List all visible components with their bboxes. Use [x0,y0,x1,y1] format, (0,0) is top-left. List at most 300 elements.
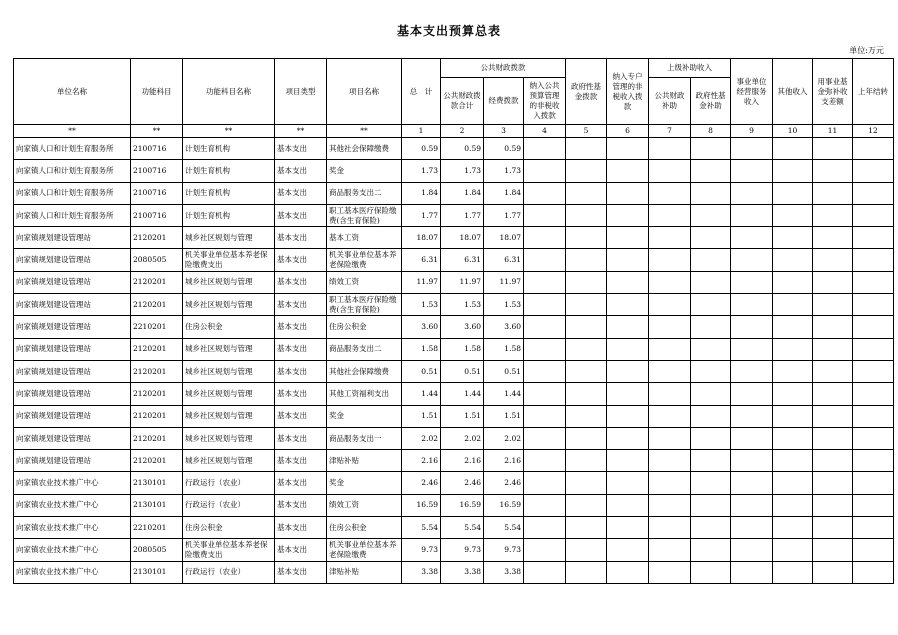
public-fiscal-total-cell: 1.77 [441,204,484,226]
item-type-cell: 基本支出 [275,450,327,472]
empty-cell [853,138,894,160]
index-cell: 4 [524,125,566,138]
empty-cell [731,204,773,226]
header-func-code: 功能科目 [131,59,183,125]
unit-name-cell: 向家镇规划建设管理站 [14,383,131,405]
empty-cell [731,383,773,405]
table-body [14,138,894,584]
empty-cell [649,138,691,160]
item-type-cell: 基本支出 [275,427,327,449]
empty-cell [566,450,607,472]
empty-cell [731,249,773,271]
empty-cell [853,450,894,472]
unit-name-cell: 向家镇农业技术推广中心 [14,517,131,539]
unit-name-cell: 向家镇农业技术推广中心 [14,472,131,494]
empty-cell [607,294,649,316]
index-cell: 2 [441,125,484,138]
empty-cell [524,204,566,226]
total-cell: 2.16 [402,450,441,472]
empty-cell [649,360,691,382]
func-code-cell: 2120201 [131,227,183,249]
table-row [14,204,894,226]
empty-cell [853,383,894,405]
empty-cell [649,271,691,293]
empty-cell [773,472,813,494]
item-type-cell: 基本支出 [275,138,327,160]
empty-cell [524,427,566,449]
table-row [14,494,894,516]
item-name-cell: 职工基本医疗保险缴费(含生育保险) [327,204,402,226]
empty-cell [649,182,691,204]
total-cell: 1.44 [402,383,441,405]
total-cell: 1.51 [402,405,441,427]
func-name-cell: 城乡社区规划与管理 [183,227,275,249]
empty-cell [773,294,813,316]
empty-cell [773,539,813,561]
empty-cell [813,427,853,449]
item-type-cell: 基本支出 [275,472,327,494]
empty-cell [566,138,607,160]
total-cell: 2.02 [402,427,441,449]
table-row [14,450,894,472]
empty-cell [566,472,607,494]
index-row [14,125,894,138]
empty-cell [566,271,607,293]
item-type-cell: 基本支出 [275,204,327,226]
empty-cell [813,227,853,249]
public-fiscal-total-cell: 18.07 [441,227,484,249]
empty-cell [813,405,853,427]
empty-cell [649,316,691,338]
func-name-cell: 城乡社区规划与管理 [183,405,275,427]
empty-cell [691,160,731,182]
empty-cell [813,494,853,516]
header-item-name: 项目名称 [327,59,402,125]
empty-cell [691,182,731,204]
func-name-cell: 计划生育机构 [183,160,275,182]
empty-cell [731,427,773,449]
empty-cell [566,338,607,360]
empty-cell [524,517,566,539]
table-row [14,182,894,204]
header-special-non-tax: 纳入专户管理的非税收入拨款 [607,59,649,125]
item-type-cell: 基本支出 [275,539,327,561]
budget-table [13,58,894,584]
empty-cell [813,249,853,271]
funding-cell: 1.51 [484,405,524,427]
empty-cell [731,294,773,316]
func-name-cell: 机关事业单位基本养老保险缴费支出 [183,539,275,561]
table-row [14,294,894,316]
item-type-cell: 基本支出 [275,316,327,338]
index-cell: ** [131,125,183,138]
funding-cell: 1.44 [484,383,524,405]
func-code-cell: 2080505 [131,539,183,561]
empty-cell [691,517,731,539]
empty-cell [853,427,894,449]
empty-cell [566,494,607,516]
index-cell: 3 [484,125,524,138]
header-funding: 经费拨款 [484,78,524,125]
empty-cell [524,227,566,249]
empty-cell [773,249,813,271]
unit-name-cell: 向家镇规划建设管理站 [14,450,131,472]
empty-cell [731,539,773,561]
empty-cell [853,405,894,427]
empty-cell [853,494,894,516]
empty-cell [691,450,731,472]
empty-cell [524,160,566,182]
public-fiscal-total-cell: 11.97 [441,271,484,293]
funding-cell: 1.53 [484,294,524,316]
empty-cell [731,160,773,182]
total-cell: 1.73 [402,160,441,182]
empty-cell [853,539,894,561]
table-row [14,360,894,382]
index-cell: 11 [813,125,853,138]
item-type-cell: 基本支出 [275,160,327,182]
empty-cell [524,138,566,160]
empty-cell [524,561,566,583]
func-name-cell: 城乡社区规划与管理 [183,271,275,293]
func-code-cell: 2120201 [131,405,183,427]
unit-name-cell: 向家镇规划建设管理站 [14,249,131,271]
funding-cell: 3.38 [484,561,524,583]
func-code-cell: 2120201 [131,271,183,293]
unit-name-cell: 向家镇农业技术推广中心 [14,494,131,516]
index-cell: 10 [773,125,813,138]
public-fiscal-total-cell: 1.44 [441,383,484,405]
empty-cell [524,271,566,293]
empty-cell [566,204,607,226]
funding-cell: 5.54 [484,517,524,539]
total-cell: 0.59 [402,138,441,160]
empty-cell [853,517,894,539]
empty-cell [607,160,649,182]
index-cell: 5 [566,125,607,138]
empty-cell [524,316,566,338]
item-name-cell: 住房公积金 [327,517,402,539]
item-type-cell: 基本支出 [275,561,327,583]
func-name-cell: 行政运行（农业） [183,561,275,583]
funding-cell: 1.73 [484,160,524,182]
funding-cell: 1.84 [484,182,524,204]
func-code-cell: 2120201 [131,450,183,472]
empty-cell [773,160,813,182]
empty-cell [649,204,691,226]
unit-name-cell: 向家镇农业技术推广中心 [14,539,131,561]
item-type-cell: 基本支出 [275,271,327,293]
public-fiscal-total-cell: 2.46 [441,472,484,494]
item-type-cell: 基本支出 [275,294,327,316]
funding-cell: 0.51 [484,360,524,382]
funding-cell: 2.02 [484,427,524,449]
empty-cell [566,427,607,449]
item-type-cell: 基本支出 [275,182,327,204]
total-cell: 1.58 [402,338,441,360]
func-code-cell: 2100716 [131,160,183,182]
empty-cell [649,450,691,472]
func-code-cell: 2120201 [131,383,183,405]
empty-cell [566,160,607,182]
total-cell: 0.51 [402,360,441,382]
item-name-cell: 机关事业单位基本养老保险缴费 [327,249,402,271]
unit-name-cell: 向家镇规划建设管理站 [14,294,131,316]
header-unit-name: 单位名称 [14,59,131,125]
empty-cell [566,383,607,405]
public-fiscal-total-cell: 1.51 [441,405,484,427]
empty-cell [773,561,813,583]
empty-cell [566,539,607,561]
func-code-cell: 2100716 [131,138,183,160]
item-name-cell: 绩效工资 [327,494,402,516]
funding-cell: 18.07 [484,227,524,249]
func-code-cell: 2120201 [131,294,183,316]
item-type-cell: 基本支出 [275,227,327,249]
empty-cell [691,227,731,249]
empty-cell [773,494,813,516]
empty-cell [813,338,853,360]
index-cell: 8 [691,125,731,138]
func-code-cell: 2210201 [131,517,183,539]
item-type-cell: 基本支出 [275,338,327,360]
table-row [14,227,894,249]
empty-cell [773,427,813,449]
public-fiscal-total-cell: 3.38 [441,561,484,583]
empty-cell [853,160,894,182]
index-cell: 7 [649,125,691,138]
item-type-cell: 基本支出 [275,517,327,539]
item-name-cell: 奖金 [327,160,402,182]
item-name-cell: 住房公积金 [327,316,402,338]
func-code-cell: 2120201 [131,427,183,449]
header-public-fiscal: 公共财政拨款 [441,59,566,78]
item-name-cell: 绩效工资 [327,271,402,293]
empty-cell [607,427,649,449]
func-name-cell: 城乡社区规划与管理 [183,360,275,382]
func-code-cell: 2120201 [131,360,183,382]
public-fiscal-total-cell: 2.16 [441,450,484,472]
header-gov-fund: 政府性基金拨款 [566,59,607,125]
unit-name-cell: 向家镇规划建设管理站 [14,227,131,249]
empty-cell [524,494,566,516]
empty-cell [649,517,691,539]
unit-name-cell: 向家镇规划建设管理站 [14,360,131,382]
empty-cell [731,561,773,583]
empty-cell [566,227,607,249]
item-type-cell: 基本支出 [275,494,327,516]
empty-cell [813,561,853,583]
func-code-cell: 2100716 [131,204,183,226]
table-row [14,249,894,271]
func-name-cell: 城乡社区规划与管理 [183,450,275,472]
empty-cell [649,472,691,494]
empty-cell [813,360,853,382]
empty-cell [813,539,853,561]
item-name-cell: 其他社会保障缴费 [327,138,402,160]
item-type-cell: 基本支出 [275,360,327,382]
empty-cell [853,182,894,204]
empty-cell [524,182,566,204]
item-name-cell: 其他工资福利支出 [327,383,402,405]
empty-cell [607,405,649,427]
func-name-cell: 计划生育机构 [183,182,275,204]
empty-cell [731,271,773,293]
unit-name-cell: 向家镇规划建设管理站 [14,427,131,449]
empty-cell [607,338,649,360]
empty-cell [607,249,649,271]
empty-cell [813,383,853,405]
table-row [14,561,894,583]
index-cell: 1 [402,125,441,138]
empty-cell [773,338,813,360]
item-name-cell: 其他社会保障缴费 [327,360,402,382]
empty-cell [607,383,649,405]
unit-name-cell: 向家镇人口和计划生育服务所 [14,204,131,226]
total-cell: 11.97 [402,271,441,293]
item-name-cell: 津贴补贴 [327,450,402,472]
public-fiscal-total-cell: 1.58 [441,338,484,360]
empty-cell [691,539,731,561]
func-name-cell: 住房公积金 [183,517,275,539]
index-cell: 6 [607,125,649,138]
empty-cell [731,338,773,360]
unit-label: 单位:万元 [849,46,884,55]
funding-cell: 9.73 [484,539,524,561]
unit-name-cell: 向家镇规划建设管理站 [14,316,131,338]
empty-cell [691,405,731,427]
public-fiscal-total-cell: 5.54 [441,517,484,539]
empty-cell [649,405,691,427]
empty-cell [773,517,813,539]
empty-cell [607,450,649,472]
func-name-cell: 城乡社区规划与管理 [183,427,275,449]
empty-cell [566,182,607,204]
empty-cell [773,405,813,427]
header-superior-gov-fund: 政府性基金补助 [691,78,731,125]
total-cell: 18.07 [402,227,441,249]
item-type-cell: 基本支出 [275,249,327,271]
unit-name-cell: 向家镇规划建设管理站 [14,338,131,360]
empty-cell [607,539,649,561]
empty-cell [691,494,731,516]
empty-cell [813,271,853,293]
empty-cell [773,227,813,249]
table-row [14,138,894,160]
funding-cell: 2.46 [484,472,524,494]
empty-cell [853,316,894,338]
empty-cell [773,138,813,160]
empty-cell [731,227,773,249]
header-total: 总 计 [402,59,441,125]
table-row [14,517,894,539]
empty-cell [649,383,691,405]
empty-cell [566,294,607,316]
index-cell: ** [327,125,402,138]
empty-cell [731,450,773,472]
func-code-cell: 2130101 [131,561,183,583]
funding-cell: 3.60 [484,316,524,338]
empty-cell [731,138,773,160]
empty-cell [813,182,853,204]
header-other-income: 其他收入 [773,59,813,125]
item-name-cell: 机关事业单位基本养老保险缴费 [327,539,402,561]
public-fiscal-total-cell: 0.51 [441,360,484,382]
empty-cell [853,249,894,271]
item-type-cell: 基本支出 [275,405,327,427]
index-cell: ** [183,125,275,138]
func-code-cell: 2210201 [131,316,183,338]
header-item-type: 项目类型 [275,59,327,125]
total-cell: 3.38 [402,561,441,583]
empty-cell [691,138,731,160]
empty-cell [731,472,773,494]
empty-cell [731,517,773,539]
table-row [14,405,894,427]
empty-cell [524,450,566,472]
header-non-tax-into-budget: 纳入公共预算管理的非税收入拨款 [524,78,566,125]
empty-cell [607,204,649,226]
table-row [14,160,894,182]
funding-cell: 1.58 [484,338,524,360]
empty-cell [773,450,813,472]
public-fiscal-total-cell: 1.73 [441,160,484,182]
header-business-fund: 用事业基金弥补收支差额 [813,59,853,125]
empty-cell [524,360,566,382]
empty-cell [853,472,894,494]
func-name-cell: 城乡社区规划与管理 [183,338,275,360]
table-row [14,427,894,449]
item-name-cell: 职工基本医疗保险缴费(含生育保险) [327,294,402,316]
empty-cell [691,383,731,405]
empty-cell [607,227,649,249]
empty-cell [524,472,566,494]
public-fiscal-total-cell: 9.73 [441,539,484,561]
total-cell: 5.54 [402,517,441,539]
public-fiscal-total-cell: 16.59 [441,494,484,516]
func-code-cell: 2080505 [131,249,183,271]
empty-cell [813,450,853,472]
public-fiscal-total-cell: 3.60 [441,316,484,338]
total-cell: 1.53 [402,294,441,316]
empty-cell [566,517,607,539]
header-last-year-balance: 上年结转 [853,59,894,125]
item-name-cell: 商品服务支出二 [327,338,402,360]
empty-cell [649,427,691,449]
func-name-cell: 住房公积金 [183,316,275,338]
empty-cell [731,360,773,382]
empty-cell [691,427,731,449]
empty-cell [649,561,691,583]
unit-name-cell: 向家镇规划建设管理站 [14,271,131,293]
func-name-cell: 城乡社区规划与管理 [183,294,275,316]
page-title: 基本支出预算总表 [396,24,501,38]
table-row [14,338,894,360]
empty-cell [813,294,853,316]
empty-cell [566,360,607,382]
empty-cell [691,561,731,583]
func-code-cell: 2100716 [131,182,183,204]
index-cell: ** [14,125,131,138]
total-cell: 2.46 [402,472,441,494]
empty-cell [691,249,731,271]
empty-cell [607,517,649,539]
empty-cell [813,138,853,160]
func-name-cell: 机关事业单位基本养老保险缴费支出 [183,249,275,271]
empty-cell [524,338,566,360]
index-cell: ** [275,125,327,138]
funding-cell: 11.97 [484,271,524,293]
